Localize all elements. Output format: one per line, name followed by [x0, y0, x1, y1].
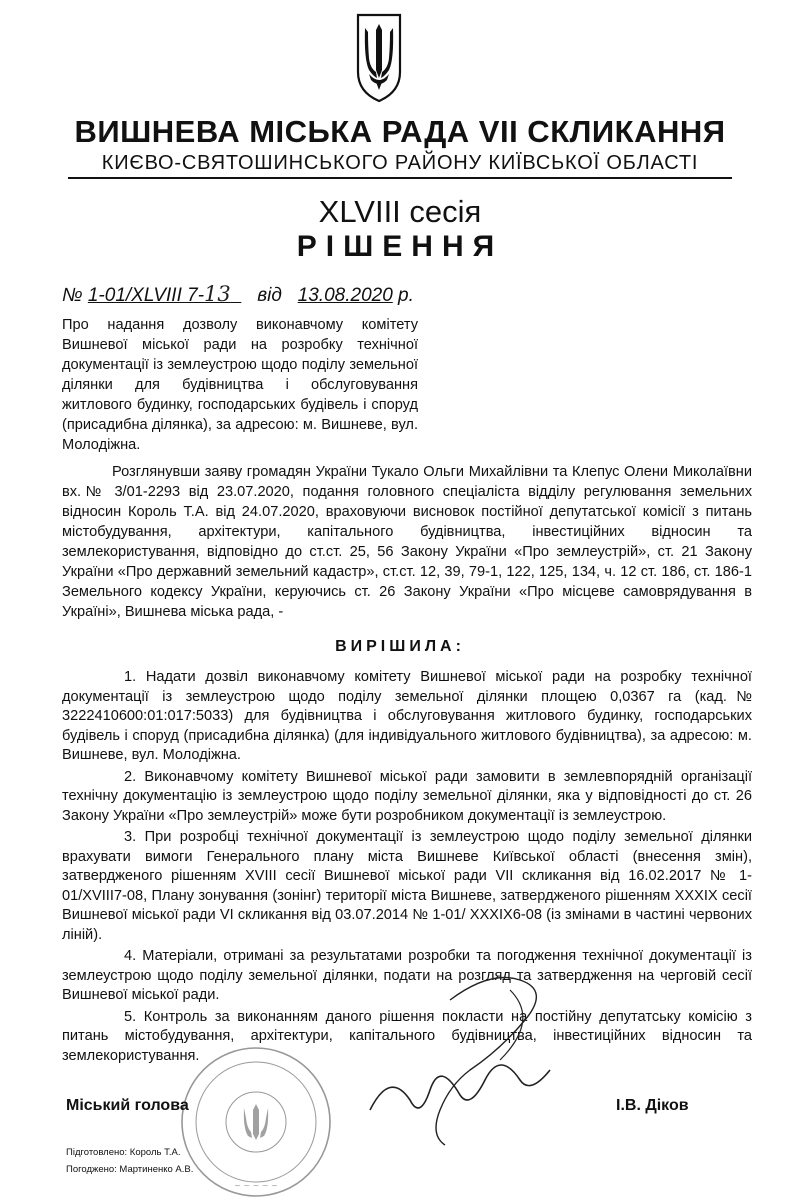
handwritten-number: 13 [204, 282, 231, 306]
trident-emblem-icon [355, 12, 403, 104]
prepared-by: Підготовлено: Король Т.А. [66, 1147, 181, 1158]
decision-item: 5. Контроль за виконанням даного рішення покласти на постійну депутатську комісію з питань містобудування, архітектури, капітального будівництва, інвестиційних відносин та землекористування. [62, 1008, 752, 1064]
district-name: КИЄВО-СВЯТОШИНСЬКОГО РАЙОНУ КИЇВСЬКОЇ ОБЛАСТІ [101, 152, 699, 174]
from-label: від [257, 285, 282, 306]
svg-text:~ ~ ~ ~ ~: ~ ~ ~ ~ ~ [234, 1181, 278, 1190]
decision-title: РІШЕННЯ [296, 230, 504, 263]
official-stamp [176, 1042, 336, 1202]
preamble: Розглянувши заяву громадян України Тукало Ольги Михайлівни та Клепус Олени Миколаївни вх.№ 3/01-2293 від 23.07.2020, подання головного спеціаліста відділу регулювання земельних відносин Король Т.А. від 24.07.2020, враховуючи висновок постійної депутатської комісії з питань містобудування, архітектури, капітального будівництва, інвестиційних відносин та землекористування, відповідно до ст.ст. 25, 56 Закону України «Про землеустрій», ст. 21 Закону України «Про державний земельний кадастр», ст.ст. 12, 39, 79-1, 122, 125, 134, ч. 12 ст. 186, ст. 186-1 Земельного кодексу України, керуючись ст. 26 Закону України «Про місцеве самоврядування в Україні», Вишнева міська рада, - [62, 464, 752, 620]
approved-by: Погоджено: Мартиненко А.В. [66, 1164, 194, 1175]
header-divider [68, 177, 732, 179]
handwritten-signature [350, 960, 590, 1160]
decision-item: 4. Матеріали, отримані за результатами розробки та погодження технічної документації із землеустрою щодо поділу земельної ділянки, подати на розгляд та затвердження на черговій сесії Вишневої міської ради. [62, 948, 752, 1003]
resolved-heading: ВИРІШИЛА: [335, 638, 465, 655]
signatory-name: І.В. Діков [616, 1097, 689, 1114]
decision-item: 2. Виконавчому комітету Вишневої міської ради замовити в землевпорядній організації технічну документацію із землеустрою щодо поділу земельної ділянки, яка у відповідності до ст. 26 Закону України «Про землеустрій» може бути розробником документації із землеустрою. [62, 768, 752, 824]
decision-item: 1. Надати дозвіл виконавчому комітету Вишневої міської ради на розробку технічної документації із землеустрою щодо поділу земельної ділянки площею 0,0367 га (кад.№ 3222410600:01:017:5033) для будівництва і обслуговування житлового будинку, господарських будівель і споруд (присадибна ділянка) (для індивідуального житлового будівництва), за адресою: м. Вишневе, вул. Молодіжна. [62, 669, 752, 763]
decision-number: 1-01/XLVIII 7-13 [87, 282, 231, 306]
council-name: ВИШНЕВА МІСЬКА РАДА VII СКЛИКАННЯ [74, 114, 726, 149]
decision-date: 13.08.2020 [297, 285, 393, 306]
decision-item: 3. При розробці технічної документації із землеустрою щодо поділу земельної ділянки врахувати вимоги Генерального плану міста Вишневе Київської області (внесення змін), затвердженого рішенням XVIII сесії Вишневої міської ради VII скликання від 16.02.2017 № 1-01/XVIII7-08, Плану зонування (зонінг) території міста Вишневе, затвердженого рішенням XXXIX сесії Вишневої міської ради VI скликання від 03.07.2014 № 1-01/ XXXIX6-08 (із змінами в частині червоних ліній). [62, 829, 752, 943]
decision-number-line [62, 282, 414, 307]
number-prefix: № [62, 285, 83, 306]
date-suffix: р. [398, 285, 414, 306]
decision-subject: Про надання дозволу виконавчому комітету Вишневої міської ради на розробку технічної документації із землеустрою щодо поділу земельної ділянки для будівництва і обслуговування житлового будинку, господарських будівель і споруд (присадибна ділянка), за адресою: м. Вишневе, вул. Молодіжна. [62, 317, 418, 453]
session-title: XLVIII сесія [318, 194, 482, 229]
signatory-title: Міський голова [66, 1097, 189, 1114]
